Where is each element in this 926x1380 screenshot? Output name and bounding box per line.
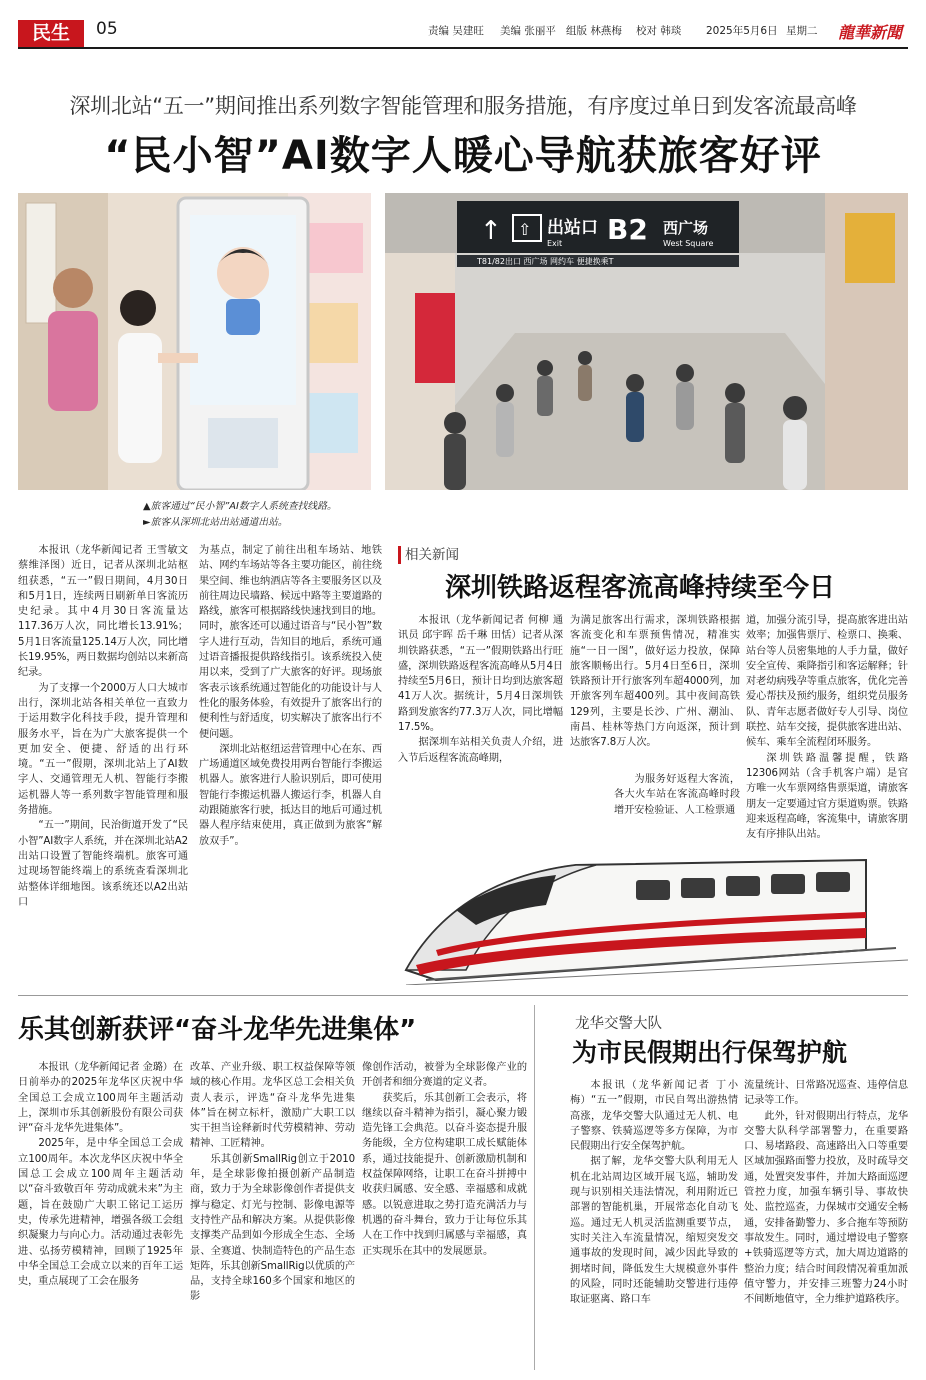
photo-station-exit bbox=[385, 193, 908, 490]
related-column-2b bbox=[614, 772, 740, 818]
paragraph: 据了解，龙华交警大队利用无人机在北站周边区域开展飞巡，辅助发现与识别相关违法情况，利用附近已部署的智能机巢，开展常态化自动飞巡。通过无人机灵活监测重要节点，实时关注入车流量情况，缩短突发交通事故的发现时间，减少因此导致的拥堵时间，降低发生大规模意外事件的风险，同时还能辅助交警进行违停取证驱离、路口车 bbox=[570, 1156, 738, 1306]
paragraph: 流量统计、日常路况巡查、违停信息记录等工作。 bbox=[744, 1080, 908, 1107]
issue-weekday: 星期二 bbox=[786, 25, 818, 37]
layout-credit: 组版 林燕梅 bbox=[566, 25, 622, 37]
paragraph: 本报讯（龙华新闻记者 金璐）在日前举办的2025年龙华区庆祝中华全国总工会成立100周年主题活动上，深圳市乐其创新股份有限公司获评“奋斗龙华先进集体”。 bbox=[18, 1062, 183, 1135]
paragraph: 此外，针对假期出行特点，龙华交警大队科学部署警力，在重要路口、易堵路段、高速路出入口等重要区域加强路面警力投放，及时疏导交通，处置突发事件，并加大路面巡逻管控力度，加强车辆引导、事故快处、监控巡查，力保城市交通安全畅通，安排备勤警力、多合拖车等预防事故发生。同时，通过增设电子警察+铁骑巡逻等方式，加大周边道路的整治力度；结合时间段情况着重加派值守警力，并安排三班警力24小时不间断地值守，全力维护道路秩序。 bbox=[744, 1110, 908, 1306]
related-column-1 bbox=[398, 613, 563, 766]
related-label: 相关新闻 bbox=[405, 547, 459, 563]
story3-column-2 bbox=[744, 1078, 908, 1307]
related-column-3 bbox=[746, 613, 908, 842]
svg-text:⇧: ⇧ bbox=[518, 220, 532, 239]
train-illustration bbox=[396, 820, 908, 985]
related-marker bbox=[398, 546, 401, 564]
issue-date: 2025年5月6日 bbox=[706, 25, 778, 37]
header-rule bbox=[18, 47, 908, 49]
paragraph: 像创作活动，被誉为全球影像产业的开创者和细分赛道的定义者。 bbox=[362, 1062, 527, 1089]
paragraph: 深圳铁路温馨提醒，铁路12306网站（含手机客户端）是官方唯一火车票网络售票渠道，请旅客朋友一定要通过官方渠道购票。铁路迎来返程高峰，客流集中，请旅客朋友有序排队出站。 bbox=[746, 752, 908, 841]
paragraph: 据深圳车站相关负责人介绍，进入节后返程客流高峰期， bbox=[398, 737, 563, 764]
paragraph: 为了支撑一个2000万人口大城市出行，深圳北站各相关单位一直致力于运用数字化科技手段，提升管理和服务水平，旨在为广大旅客提供一个更加安全、便捷、舒适的出行环境。“五一”假期，深圳北站上了AI数字人、交通管理无人机、智能行李搬运机器人等一系列数字智能管理和服务措施。 bbox=[18, 682, 188, 817]
sign-square-cn: 西广场 bbox=[663, 219, 709, 237]
paragraph: 为满足旅客出行需求，深圳铁路根据客流变化和车票预售情况，精准实施“一日一图”，做好运力投放，保障旅客顺畅出行。5月4日至6日，深圳铁路预计开行旅客列车超4000列，加开旅客列车超400列。其中夜间高铁129列，主要是长沙、广州、潮汕、南昌、桂林等热门方向返深，预计到达旅客7.8万人次。 bbox=[570, 615, 740, 749]
paragraph: 2025年，是中华全国总工会成立100周年。本次龙华区庆祝中华全国总工会成立100周年主题活动以“奋斗致敬百年 劳动成就未来”为主题，旨在鼓励广大职工铭记工运历史，传承先进精神，增强各级工会组织凝聚力与向心力。活动通过表彰先进、弘扬劳模精神，回顾了1925年中华全国总工会成立以来的百年工运史，重点展现了工会在服务 bbox=[18, 1138, 183, 1288]
paragraph: 深圳北站枢纽运营管理中心在东、西广场通道区域免费投用两台智能行李搬运机器人。旅客进行人脸识别后，即可使用智能行李搬运机器人搬运行李，机器人自动跟随旅客行驶，抵达目的地后可通过机器人程序结束使用，真正做到为旅客“解放双手”。 bbox=[199, 743, 382, 847]
sign-square-en: West Square bbox=[663, 239, 714, 248]
newspaper-logo: 龍華新聞 bbox=[838, 23, 903, 42]
story2-column-1 bbox=[18, 1060, 183, 1289]
svg-text:↑: ↑ bbox=[480, 216, 502, 246]
paragraph: 乐其创新SmallRig创立于2010年，是全球影像拍摄创新产品制造商，致力于为全球影像创作者提供支撑与稳定、灯光与控制、影像电源等支持性产品和解决方案。从提供影像支撑类产品到如今形成全生态、全场景、全赛道、快制造特色的产品生态矩阵，乐其创新SmallRig以优质的产品，支持全球160多个国家和地区的影 bbox=[190, 1153, 355, 1303]
sign-strip: T81/82出口 西广场 网约车 便捷换乘T bbox=[477, 257, 614, 266]
story2-column-3 bbox=[362, 1060, 527, 1259]
paragraph: 本报讯（龙华新闻记者 丁小梅）“五一”假期，市民自驾出游热情高涨，龙华交警大队通过无人机、电子警察、铁骑巡逻等多方保障，为市民假期出行安全保驾护航。 bbox=[570, 1080, 738, 1153]
station-illustration bbox=[385, 193, 908, 490]
editor-credit: 责编 吴建旺 bbox=[428, 25, 484, 37]
section-divider bbox=[18, 995, 908, 996]
photo-caption-1: ▲旅客通过“民小智”AI数字人系统查找线路。 bbox=[143, 501, 337, 512]
paragraph: “五一”期间，民治街道开发了“民小智”AI数字人系统，并在深圳北站A2出站口设置了智能终端机。旅客可通过现场智能终端上的系统查看深圳北站整体详细地图。该系统还以A2出站口 bbox=[18, 820, 188, 908]
photo-caption-2: ►旅客从深圳北站出站通道出站。 bbox=[143, 517, 288, 528]
paragraph: 本报讯（龙华新闻记者 何柳 通讯员 邱宇晖 岳千琳 田恬）记者从深圳铁路获悉，“五一”假期铁路出行旺盛，深圳铁路返程客流高峰从5月4日持续至5月6日，预计日均到达旅客超41万人次。据统计，5月4日深圳铁路到发旅客约77.3万人次，同比增幅17.5%。 bbox=[398, 615, 563, 734]
proof-credit: 校对 韩琰 bbox=[636, 25, 682, 37]
section-badge: 民生 bbox=[18, 20, 84, 47]
sign-exit-en: Exit bbox=[547, 239, 563, 248]
sign-exit-cn: 出站口 bbox=[547, 218, 598, 238]
related-column-2 bbox=[570, 613, 740, 751]
story3-column-1 bbox=[570, 1078, 738, 1307]
art-editor-credit: 美编 张丽平 bbox=[500, 25, 556, 37]
lead-column-2 bbox=[199, 543, 382, 849]
kiosk-illustration bbox=[18, 193, 371, 490]
story2-column-2 bbox=[190, 1060, 355, 1305]
lead-kicker: 深圳北站“五一”期间推出系列数字智能管理和服务措施，有序度过单日到发客流最高峰 bbox=[69, 94, 857, 118]
paragraph: 获奖后，乐其创新工会表示，将继续以奋斗精神为指引，凝心聚力锻造先锋工会典范。以奋斗姿态提升服务能级，全方位构建职工成长赋能体系，通过技能提升、创新激励机制和权益保障网络，让职工在奋斗拼搏中收获归属感、安全感、幸福感和成就感。以锐意进取之势打造充满活力与机遇的奋斗舞台，致力于让每位乐其人在工作中找到归属感与幸福感，真正实现乐在其中的发展愿景。 bbox=[362, 1092, 527, 1257]
paragraph: 道，加强分流引导，提高旅客进出站效率；加强售票厅、检票口、换乘、站台等人员密集地的人手力量，做好安全宣传、乘降指引和客运解释；针对老幼病残孕等重点旅客，优化完善爱心帮扶及预约服务，组织党员服务队、青年志愿者做好专人引导、岗位联控、站车交接，提供旅客进出站、候车、乘车全流程闭环服务。 bbox=[746, 615, 908, 749]
page-number: 05 bbox=[96, 19, 118, 39]
photo-ai-kiosk bbox=[18, 193, 371, 490]
column-divider bbox=[534, 1005, 535, 1370]
story2-headline: 乐其创新获评“奋斗龙华先进集体” bbox=[18, 1015, 417, 1045]
paragraph: 本报讯（龙华新闻记者 王雪敏文 蔡维泽图）近日，记者从深圳北站枢纽获悉，“五一”假日期间，4月30日和5月1日，连续两日刷新单日客流历史纪录。其中4月30日客流量达117.36万人次，同比增长13.91%；5月1日客流量125.14万人次，同比增长19.95%，两日数据均创站以来新高纪录。 bbox=[18, 545, 188, 679]
lead-column-1 bbox=[18, 543, 188, 910]
paragraph: 为服务好返程大客流，各大火车站在客流高峰时段增开安检验证、人工检票通 bbox=[614, 774, 740, 816]
story3-headline: 为市民假期出行保驾护航 bbox=[572, 1038, 848, 1067]
related-headline: 深圳铁路返程客流高峰持续至今日 bbox=[445, 573, 836, 603]
sign-code: B2 bbox=[607, 213, 648, 246]
paragraph: 改革、产业升级、职工权益保障等领域的核心作用。龙华区总工会相关负责人表示，评选“奋斗龙华先进集体”旨在树立标杆，激励广大职工以实干担当诠释新时代劳模精神、劳动精神、工匠精神。 bbox=[190, 1062, 355, 1150]
paragraph: 为基点，制定了前往出租车场站、地铁站、网约车场站等各主要功能区，前往绕果空间、维也纳酒店等各主要服务区以及前往周边民墙路、候远中路等主要道路的路线，旅客可根据路线快速找到目的地。同时，旅客还可以通过语音与“民小智”数字人进行互动，告知目的地后，系统可通过语音播报提供路线指引。该系统投入使用以来，受到了广大旅客的好评。现场旅客表示该系统通过智能化的功能设计与人性化的服务体验，有效提升了旅客出行的便利性与舒适度，切实解决了旅客出行不便问题。 bbox=[199, 545, 382, 740]
lead-headline: “民小智”AI数字人暖心导航获旅客好评 bbox=[104, 133, 822, 179]
story3-kicker: 龙华交警大队 bbox=[575, 1016, 662, 1032]
